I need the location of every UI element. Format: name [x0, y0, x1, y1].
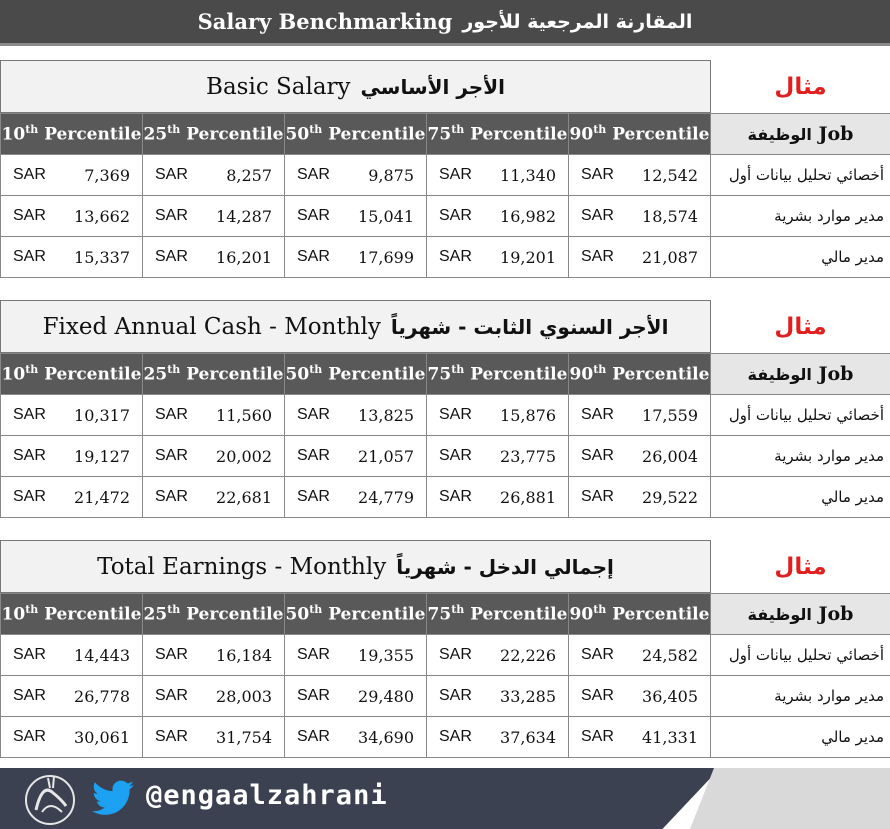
job-header-english: Job [818, 363, 854, 385]
table-row [1, 155, 890, 196]
percentile-label: Percentile [470, 604, 568, 625]
salary-cell [427, 196, 569, 237]
salary-value: 12,542 [642, 165, 698, 185]
salary-cell [285, 676, 427, 717]
salary-table [0, 593, 890, 758]
percentile-suffix: th [451, 363, 465, 377]
calligraphy-logo-icon [22, 770, 78, 826]
salary-cell [1, 477, 143, 518]
salary-table [0, 353, 890, 518]
job-header-english: Job [818, 123, 854, 145]
percentile-suffix: th [451, 123, 465, 137]
salary-value: 14,443 [74, 645, 130, 665]
percentile-label: Percentile [44, 604, 142, 625]
page-title-english: Salary Benchmarking [197, 9, 453, 34]
currency-label: SAR [439, 206, 472, 224]
salary-cell [1, 635, 143, 676]
section-title-arabic: الأجر الأساسي [360, 74, 505, 99]
salary-cell [285, 436, 427, 477]
percentile-suffix: th [167, 603, 181, 617]
percentile-header [1, 114, 143, 155]
currency-label: SAR [581, 405, 614, 423]
salary-value: 29,522 [642, 487, 698, 507]
percentile-label: Percentile [186, 124, 284, 145]
currency-label: SAR [13, 487, 46, 505]
salary-cell [143, 436, 285, 477]
currency-label: SAR [439, 487, 472, 505]
currency-label: SAR [581, 206, 614, 224]
salary-cell [427, 676, 569, 717]
section-title-arabic: الأجر السنوي الثابت - شهرياً [390, 314, 669, 339]
percentile-header [285, 114, 427, 155]
salary-cell [143, 196, 285, 237]
percentile-label: Percentile [328, 604, 426, 625]
percentile-label: Percentile [470, 124, 568, 145]
percentile-suffix: th [167, 363, 181, 377]
salary-cell [285, 196, 427, 237]
percentile-header [285, 594, 427, 635]
currency-label: SAR [297, 645, 330, 663]
table-row [1, 196, 890, 237]
percentile-suffix: th [451, 603, 465, 617]
salary-cell [427, 635, 569, 676]
percentile-label: Percentile [470, 364, 568, 385]
job-name: مدير موارد بشرية [711, 196, 890, 237]
percentile-suffix: th [593, 603, 607, 617]
percentile-number: 50 [285, 364, 310, 385]
example-label: مثال [774, 313, 827, 340]
job-header [711, 114, 890, 155]
currency-label: SAR [439, 727, 472, 745]
currency-label: SAR [13, 727, 46, 745]
salary-cell [569, 395, 711, 436]
currency-label: SAR [297, 686, 330, 704]
salary-cell [569, 676, 711, 717]
salary-value: 7,369 [84, 165, 130, 185]
salary-value: 17,699 [358, 247, 414, 267]
salary-cell [285, 477, 427, 518]
percentile-label: Percentile [186, 604, 284, 625]
salary-value: 21,057 [358, 446, 414, 466]
salary-value: 29,480 [358, 686, 414, 706]
job-header-arabic: الوظيفة [747, 365, 812, 384]
salary-value: 37,634 [500, 727, 556, 747]
salary-value: 26,004 [642, 446, 698, 466]
percentile-number: 90 [569, 604, 594, 625]
salary-value: 10,317 [74, 405, 130, 425]
percentile-number: 75 [427, 124, 452, 145]
currency-label: SAR [439, 645, 472, 663]
currency-label: SAR [439, 247, 472, 265]
salary-value: 28,003 [216, 686, 272, 706]
salary-value: 26,881 [500, 487, 556, 507]
currency-label: SAR [155, 247, 188, 265]
salary-cell [427, 477, 569, 518]
footer [0, 768, 890, 829]
salary-cell [143, 676, 285, 717]
section-title-arabic: إجمالي الدخل - شهرياً [396, 554, 614, 579]
salary-value: 36,405 [642, 686, 698, 706]
percentile-suffix: th [309, 363, 323, 377]
percentile-header [1, 354, 143, 395]
footer-accent [690, 768, 890, 829]
salary-value: 8,257 [226, 165, 272, 185]
currency-label: SAR [439, 446, 472, 464]
salary-cell [143, 237, 285, 278]
job-name: أخصائي تحليل بيانات أول [711, 395, 890, 436]
job-header-arabic: الوظيفة [747, 605, 812, 624]
table-row [1, 237, 890, 278]
section-title-english: Fixed Annual Cash - Monthly [42, 313, 381, 340]
currency-label: SAR [581, 165, 614, 183]
salary-cell [1, 155, 143, 196]
salary-value: 41,331 [642, 727, 698, 747]
percentile-number: 25 [143, 364, 168, 385]
currency-label: SAR [581, 645, 614, 663]
salary-value: 31,754 [216, 727, 272, 747]
currency-label: SAR [13, 165, 46, 183]
currency-label: SAR [297, 165, 330, 183]
percentile-number: 10 [1, 124, 26, 145]
currency-label: SAR [581, 487, 614, 505]
section-title-english: Basic Salary [206, 73, 351, 100]
job-name: مدير مالي [711, 237, 890, 278]
section-title [0, 300, 711, 353]
section-title-english: Total Earnings - Monthly [97, 553, 387, 580]
currency-label: SAR [297, 405, 330, 423]
currency-label: SAR [13, 686, 46, 704]
job-name: أخصائي تحليل بيانات أول [711, 635, 890, 676]
salary-value: 16,982 [500, 206, 556, 226]
salary-value: 26,778 [74, 686, 130, 706]
job-name: مدير موارد بشرية [711, 676, 890, 717]
salary-value: 17,559 [642, 405, 698, 425]
salary-table [0, 113, 890, 278]
table-row [1, 635, 890, 676]
salary-cell [427, 436, 569, 477]
job-name: أخصائي تحليل بيانات أول [711, 155, 890, 196]
currency-label: SAR [297, 206, 330, 224]
salary-value: 20,002 [216, 446, 272, 466]
table-header-row [1, 354, 890, 395]
twitter-bird-icon[interactable] [92, 780, 134, 816]
percentile-header [427, 114, 569, 155]
job-name: مدير مالي [711, 477, 890, 518]
salary-cell [427, 237, 569, 278]
job-name: مدير موارد بشرية [711, 436, 890, 477]
salary-cell [1, 395, 143, 436]
currency-label: SAR [439, 405, 472, 423]
percentile-number: 10 [1, 604, 26, 625]
salary-value: 16,201 [216, 247, 272, 267]
salary-value: 24,582 [642, 645, 698, 665]
table-row [1, 395, 890, 436]
salary-cell [427, 717, 569, 758]
salary-value: 30,061 [74, 727, 130, 747]
currency-label: SAR [13, 446, 46, 464]
percentile-header [427, 594, 569, 635]
percentile-label: Percentile [612, 604, 710, 625]
salary-cell [569, 436, 711, 477]
percentile-header [285, 354, 427, 395]
percentile-header [1, 594, 143, 635]
job-header-english: Job [818, 603, 854, 625]
percentile-label: Percentile [328, 124, 426, 145]
percentile-header [569, 354, 711, 395]
percentile-number: 75 [427, 604, 452, 625]
salary-value: 15,041 [358, 206, 414, 226]
salary-cell [427, 155, 569, 196]
currency-label: SAR [155, 645, 188, 663]
currency-label: SAR [155, 206, 188, 224]
job-header [711, 354, 890, 395]
percentile-suffix: th [309, 603, 323, 617]
salary-cell [143, 155, 285, 196]
salary-value: 13,662 [74, 206, 130, 226]
salary-value: 34,690 [358, 727, 414, 747]
percentile-label: Percentile [612, 364, 710, 385]
currency-label: SAR [581, 446, 614, 464]
salary-cell [427, 395, 569, 436]
percentile-suffix: th [25, 123, 39, 137]
salary-cell [1, 676, 143, 717]
percentile-number: 50 [285, 604, 310, 625]
salary-cell [143, 635, 285, 676]
currency-label: SAR [155, 686, 188, 704]
salary-cell [143, 717, 285, 758]
salary-value: 13,825 [358, 405, 414, 425]
table-row [1, 717, 890, 758]
salary-cell [569, 635, 711, 676]
table-row [1, 477, 890, 518]
salary-value: 22,681 [216, 487, 272, 507]
percentile-label: Percentile [44, 124, 142, 145]
salary-cell [569, 717, 711, 758]
salary-cell [1, 196, 143, 237]
percentile-number: 90 [569, 124, 594, 145]
job-header-arabic: الوظيفة [747, 125, 812, 144]
percentile-number: 10 [1, 364, 26, 385]
page-title-arabic: المقارنة المرجعية للأجور [462, 10, 693, 33]
currency-label: SAR [581, 247, 614, 265]
salary-cell [569, 155, 711, 196]
currency-label: SAR [581, 727, 614, 745]
percentile-header [569, 594, 711, 635]
salary-value: 9,875 [368, 165, 414, 185]
currency-label: SAR [297, 446, 330, 464]
salary-value: 19,201 [500, 247, 556, 267]
salary-value: 24,779 [358, 487, 414, 507]
salary-cell [285, 635, 427, 676]
salary-value: 21,087 [642, 247, 698, 267]
currency-label: SAR [155, 405, 188, 423]
salary-cell [285, 155, 427, 196]
salary-cell [1, 436, 143, 477]
salary-cell [569, 237, 711, 278]
percentile-suffix: th [167, 123, 181, 137]
percentile-suffix: th [25, 363, 39, 377]
section-title [0, 60, 711, 113]
salary-cell [569, 477, 711, 518]
salary-value: 15,337 [74, 247, 130, 267]
percentile-number: 25 [143, 604, 168, 625]
example-label: مثال [774, 73, 827, 100]
salary-cell [285, 717, 427, 758]
currency-label: SAR [13, 405, 46, 423]
twitter-handle[interactable]: @engaalzahrani [146, 780, 388, 811]
currency-label: SAR [439, 165, 472, 183]
salary-value: 11,340 [500, 165, 556, 185]
salary-cell [285, 237, 427, 278]
salary-value: 18,574 [642, 206, 698, 226]
percentile-number: 25 [143, 124, 168, 145]
example-label: مثال [774, 553, 827, 580]
currency-label: SAR [13, 247, 46, 265]
table-header-row [1, 594, 890, 635]
currency-label: SAR [297, 247, 330, 265]
table-row [1, 436, 890, 477]
currency-label: SAR [155, 165, 188, 183]
percentile-label: Percentile [186, 364, 284, 385]
salary-value: 21,472 [74, 487, 130, 507]
currency-label: SAR [439, 686, 472, 704]
currency-label: SAR [297, 727, 330, 745]
table-row [1, 676, 890, 717]
currency-label: SAR [297, 487, 330, 505]
percentile-header [569, 114, 711, 155]
percentile-label: Percentile [44, 364, 142, 385]
percentile-label: Percentile [612, 124, 710, 145]
currency-label: SAR [13, 645, 46, 663]
salary-cell [569, 196, 711, 237]
salary-value: 19,355 [358, 645, 414, 665]
salary-cell [1, 717, 143, 758]
percentile-label: Percentile [328, 364, 426, 385]
job-header [711, 594, 890, 635]
section-title [0, 540, 711, 593]
percentile-number: 50 [285, 124, 310, 145]
currency-label: SAR [581, 686, 614, 704]
percentile-number: 75 [427, 364, 452, 385]
percentile-header [143, 114, 285, 155]
salary-value: 33,285 [500, 686, 556, 706]
currency-label: SAR [155, 487, 188, 505]
salary-value: 11,560 [216, 405, 272, 425]
salary-cell [285, 395, 427, 436]
percentile-suffix: th [309, 123, 323, 137]
salary-value: 23,775 [500, 446, 556, 466]
salary-value: 15,876 [500, 405, 556, 425]
currency-label: SAR [13, 206, 46, 224]
table-header-row [1, 114, 890, 155]
salary-cell [1, 237, 143, 278]
salary-value: 22,226 [500, 645, 556, 665]
percentile-header [143, 594, 285, 635]
percentile-suffix: th [593, 363, 607, 377]
salary-value: 19,127 [74, 446, 130, 466]
salary-value: 16,184 [216, 645, 272, 665]
job-name: مدير مالي [711, 717, 890, 758]
salary-cell [143, 477, 285, 518]
page-header [0, 0, 890, 46]
percentile-header [143, 354, 285, 395]
salary-value: 14,287 [216, 206, 272, 226]
percentile-suffix: th [593, 123, 607, 137]
currency-label: SAR [155, 727, 188, 745]
currency-label: SAR [155, 446, 188, 464]
percentile-suffix: th [25, 603, 39, 617]
percentile-number: 90 [569, 364, 594, 385]
percentile-header [427, 354, 569, 395]
salary-cell [143, 395, 285, 436]
